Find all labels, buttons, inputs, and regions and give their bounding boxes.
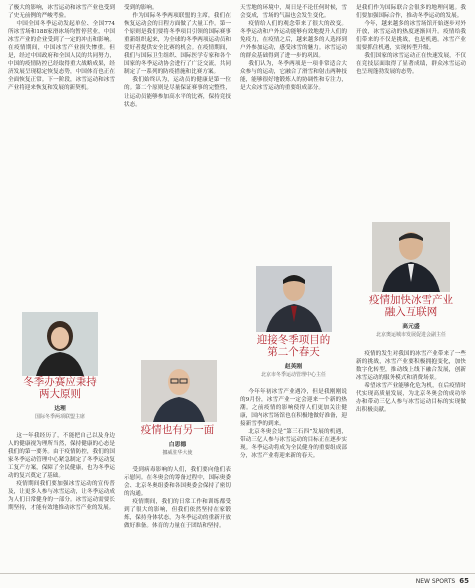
interviewee-3-caption — [240, 334, 347, 378]
portrait-woman-image — [22, 312, 98, 376]
paragraph: 北京冬奥会是“第三石四”发展的机遇，带动三亿人参与冰雪运动的目标正在逐步实现。冬季运动将成为全民健身的重要组成部分，冰雪产业将迎来新的春天。 — [240, 429, 347, 460]
paragraph: 今年，越来越多的冰雪场馆开始逐步对外开放，冰雪运动的热度逐渐回升。疫情给我们带来的不仅是挑战，也是机遇。冰雪产业需要抓住机遇，实现转型升级。 — [356, 21, 466, 52]
photo-interviewee-1 — [22, 312, 98, 376]
paragraph: 是我们作为国际联合会很多的地理问题。我们要加强国际合作，推动冬季运动的发展。 — [356, 5, 466, 20]
page-footer — [416, 577, 469, 585]
paragraph: 天雪地的环境中，周日是不论任何时候，雪会变成，雪场的气温也会发生变化。 — [240, 5, 347, 20]
article-column-4-top — [356, 4, 466, 218]
headline-line-1: 疫情加快冰雪产业 — [369, 294, 453, 306]
headline: 疫情也有另一面 — [140, 424, 215, 436]
paragraph: 希望冰雪产业能够化危为机，在后疫情时代实现高质量发展，为北京冬奥会的成功举办和带动三亿人参与冰雪运动目标的实现做出积极贡献。 — [356, 383, 466, 414]
interviewee-role: 北京市冬季运动管理中心主任 — [260, 372, 326, 378]
interviewee-role: 国际冬季两项联盟主席 — [34, 414, 85, 420]
headline-line-1: 冬季办赛应秉持 — [23, 376, 97, 388]
paragraph: 我们国家的冰雪运动正在快速发展，不仅在竞技层面取得了显著成绩，群众冰雪运动也呈现蓬勃发展的态势。 — [356, 53, 466, 76]
article-column-2-top — [124, 4, 231, 356]
paragraph: 受到的影响。 — [124, 5, 158, 11]
article-column-1-top — [8, 4, 115, 300]
interviewee-name: 达理 — [54, 406, 66, 412]
photo-interviewee-4 — [372, 222, 450, 292]
photo-interviewee-2 — [141, 360, 217, 422]
paragraph: 今年年初冰雪产业遇冷，但是我刚刚说的9月份，冰雪产业一定会迎来一个新的热潮。之前疫情的影响使得人们更加关注健康，国内冰雪场馆也在积极地做好准备，迎接新雪季的到来。 — [240, 389, 347, 428]
headline-line-2: 两大原则 — [39, 388, 81, 400]
interviewee-name: 白思德 — [168, 442, 187, 448]
paragraph: 我们始终认为，运动员的健康是第一位的。第二个原则是尽量保证赛事的完整性，让运动员能够参加高水平的比赛，保持竞技状态。 — [124, 77, 231, 108]
article-column-3-top — [240, 4, 347, 260]
article-column-2-bottom — [124, 466, 231, 570]
portrait-man-image — [372, 222, 450, 292]
interviewee-4-caption — [356, 294, 466, 338]
headline-line-2: 融入互联网 — [384, 306, 438, 318]
interviewee-name: 高元盛 — [402, 324, 420, 330]
headline-line-1: 迎接冬季项目的 — [256, 334, 331, 346]
paragraph: 疫情的发生对我国的冰雪产业带来了一些新的挑战，冰雪产业要积极拥抱变化，加快数字化转型，推动线上线下融合发展，创新冰雪运动的服务模式和消费场景。 — [356, 351, 466, 382]
magazine-name: NEW SPORTS — [415, 578, 456, 585]
portrait-man-suit-image — [256, 266, 332, 332]
portrait-man-glasses-image — [141, 360, 217, 422]
paragraph: 作为国际冬季两项联盟的主席，我们在恢复运动会的日程方面做了大量工作。第一个原则是我们要将冬季项目引领的国际赛事重新组织起来，为全球的冬季两项运动员和爱好者提供安全比赛的机会。在疫情期间，我们与国际卫生组织、国际医学专家和各个国家的冬季运动协会进行了广泛交流，共同制定了一系列的防疫措施和比赛方案。 — [124, 13, 231, 76]
photo-interviewee-3 — [256, 266, 332, 332]
page-number: 65 — [459, 577, 469, 585]
article-column-4-bottom — [356, 350, 466, 570]
paragraph: 这一年我经历了，不能把自己以及身边人的健康视为理所当然，保持健康的心态是我们的第一要务。由于疫情防控，我们的国家冬季运动管理中心紧急制定了冬季运动复工复产方案，保障了全民健康，也为冬季运动的复兴奠定了基础。 — [8, 433, 115, 480]
paragraph: 我们认为，冬季两项是一项非常适合大众参与的运动，它融合了滑雪和射击两种技能，能够很好地锻炼人的协调性和专注力，是大众冰雪运动的重要组成部分。 — [240, 61, 347, 92]
article-column-1-bottom — [8, 432, 115, 570]
paragraph: 中国全国冬季运动发起单位、全国774所冰雪场和188家滑冰场均暂停营业，中国冰雪产业的企业受到了一定的冲击和影响。在疫情期间，中国冰雪产业损失惨重。但是，经过中国政府和全国人民的共同努力，中国的疫情防控已经取得重大战略成果，经济发展呈现稳定恢复态势，中国体育也正在全面恢复正常。下一阶段，冰雪运动和冰雪产业将迎来恢复和发展的新契机。 — [8, 21, 115, 92]
paragraph: 疫情期间，我们的日常工作和训练都受到了很大的影响，但我们依然坚持在家锻炼，保持身体状态，为冬季运动的重新开放做好准备。体育的力量在于团结和坚持。 — [124, 499, 231, 530]
interviewee-role: 挪威驻华大使 — [162, 450, 193, 456]
interviewee-role: 北京奥运城市发展促进会副主任 — [375, 332, 446, 338]
headline-line-2: 第二个春天 — [267, 346, 320, 358]
paragraph: 疫情期间我们要加强冰雪运动的宣传普及，让更多人参与冰雪运动，让冬季运动成为人们日常健身的一部分。冰雪运动需要长期坚持，才能有效地推动冰雪产业的发展。 — [8, 481, 115, 512]
interviewee-name: 赵英刚 — [284, 364, 303, 370]
footer-divider — [0, 573, 475, 574]
paragraph: 疫情给人们的观念带来了很大的改变。冬季运动和户外运动能够有效地提升人们的免疫力，在疫情之后，越来越多的人选择到户外参加运动，感受冰雪的魅力。冰雪运动的群众基础得到了进一步的巩固。 — [240, 21, 347, 60]
paragraph: 受到病毒影响的人们，我们要向他们表示慰问。在冬奥会的筹备过程中，国际奥委会、北京冬奥组委和各国奥委会保持了密切的沟通。 — [124, 467, 231, 498]
article-column-3-bottom — [240, 388, 347, 570]
paragraph: 了极大的影响，冰雪运动和冰雪产业也受到了史无前例的严峻考验。 — [8, 5, 115, 20]
interviewee-2-caption — [124, 424, 231, 456]
interviewee-1-caption — [8, 376, 112, 420]
